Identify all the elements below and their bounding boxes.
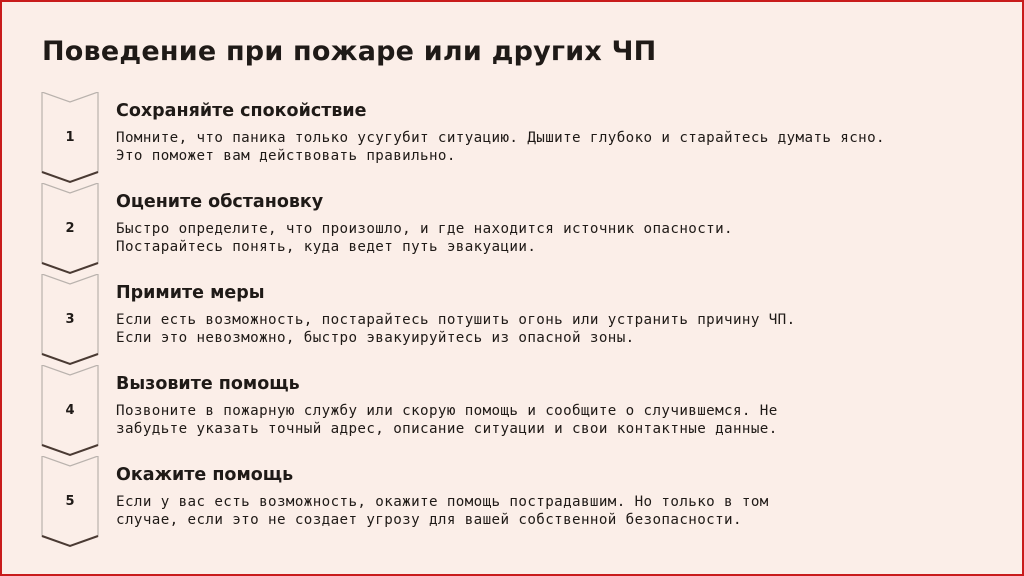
step-title: Примите меры	[116, 283, 265, 303]
step-item	[2, 185, 1024, 275]
step-item	[2, 458, 1024, 548]
step-description: Помните, что паника только усугубит ситуацию. Дышите глубоко и старайтесь думать ясно. Это поможет вам действовать правильно.	[116, 130, 885, 164]
step-title: Оцените обстановку	[116, 192, 324, 212]
step-description: Если у вас есть возможность, окажите помощь пострадавшим. Но только в том случае, если это не создает угрозу для вашей собственной безопасности.	[116, 494, 769, 528]
step-number: 1	[65, 130, 75, 145]
step-description: Если есть возможность, постарайтесь потушить огонь или устранить причину ЧП. Если это невозможно, быстро эвакуируйтесь из опасной зоны.	[116, 312, 796, 346]
step-item	[2, 94, 1024, 184]
step-number: 4	[65, 403, 75, 418]
step-number: 2	[65, 221, 75, 236]
step-item	[2, 367, 1024, 457]
step-title: Окажите помощь	[116, 465, 294, 485]
step-item	[2, 276, 1024, 366]
step-description: Быстро определите, что произошло, и где находится источник опасности. Постарайтесь понять, куда ведет путь эвакуации.	[116, 221, 733, 255]
page-title: Поведение при пожаре или других ЧП	[42, 36, 657, 67]
step-title: Вызовите помощь	[116, 374, 300, 394]
step-number: 3	[65, 312, 75, 327]
step-description: Позвоните в пожарную службу или скорую помощь и сообщите о случившемся. Не забудьте указать точный адрес, описание ситуации и свои контактные данные.	[116, 403, 778, 437]
step-title: Сохраняйте спокойствие	[116, 101, 367, 121]
step-number: 5	[65, 494, 75, 509]
